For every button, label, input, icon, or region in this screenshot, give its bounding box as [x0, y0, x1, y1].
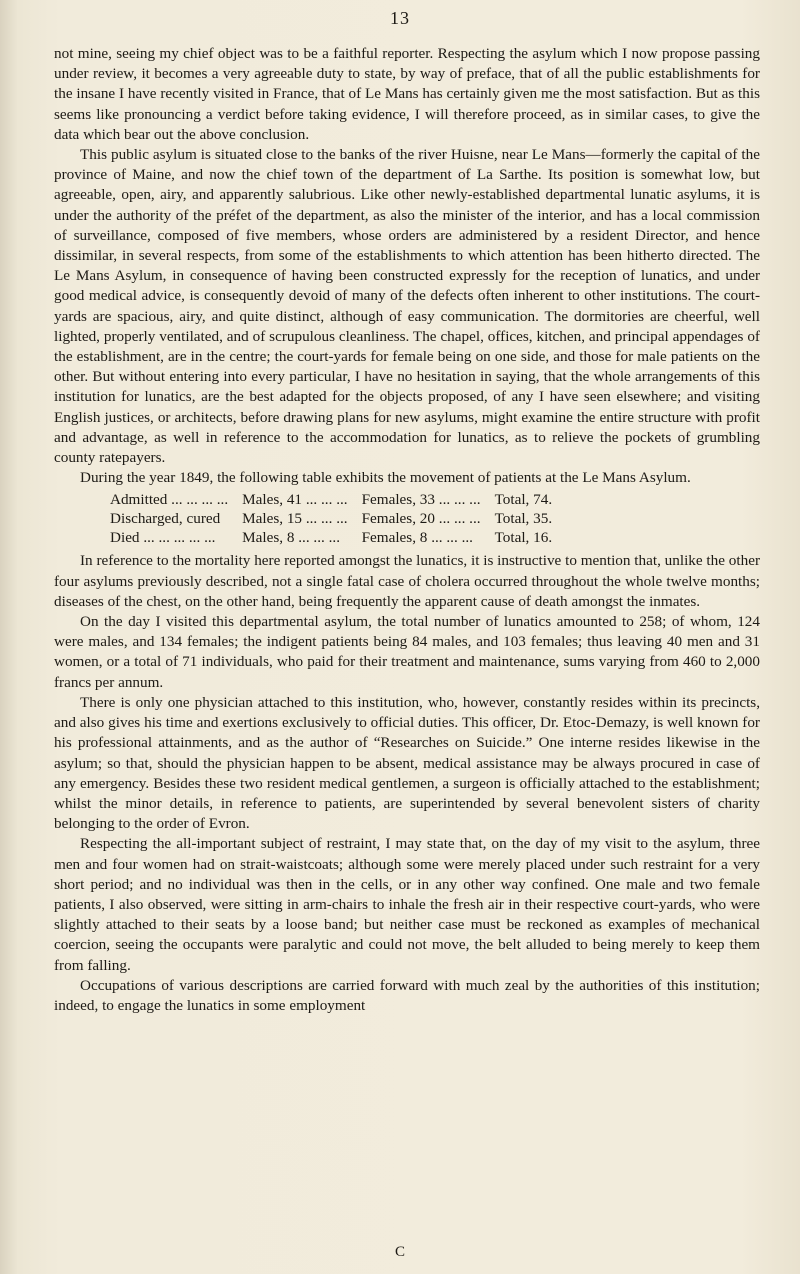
- body-text: [54, 44, 760, 1016]
- females-cell: Females, 33 ... ... ...: [361, 491, 481, 509]
- page-number: 13: [390, 8, 410, 28]
- paragraph: There is only one physician attached to this institution, who, however, constantly resides within its precincts, and also gives his time and exertions exclusively to official duties. This officer, Dr. Etoc-Demazy, is well known for his professional attainments, and as the author of “Researches on Suicide.” One interne resides likewise in the asylum; so that, should the physician happen to be absent, medical assistance may be always procured in case of any emergency. Besides these two resident medical gentlemen, a surgeon is officially attached to the establishment; whilst the minor details, in reference to patients, are superintended by several benevolent sisters of charity belonging to the order of Evron.: [54, 693, 760, 833]
- males-cell: Males, 15 ... ... ...: [242, 510, 348, 528]
- paragraph: In reference to the mortality here reported amongst the lunatics, it is instructive to mention that, unlike the other four asylums previously described, not a single fatal case of cholera occurred throughout the whole twelve months; diseases of the chest, on the other hand, being frequently the apparent cause of death amongst the inmates.: [54, 552, 760, 610]
- table-row: [110, 528, 566, 547]
- total-cell: Total, 74.: [494, 491, 553, 509]
- females-cell: Females, 20 ... ... ...: [361, 510, 481, 528]
- total-cell: Total, 35.: [494, 510, 553, 528]
- signature-mark: C: [394, 1244, 405, 1260]
- paragraph: not mine, seeing my chief object was to be a faithful reporter. Respecting the asylum which I now propose passing under review, it becomes a very agreeable duty to state, by way of preface, that of all the public establishments for the insane I have recently visited in France, that of Le Mans has certainly given me the most satisfaction. But as this seems like pronouncing a verdict before taking evidence, I will therefore proceed, as in similar cases, to give the data which bear out the above conclusion.: [54, 45, 760, 143]
- row-label: Discharged, cured: [110, 510, 221, 528]
- paragraph: Respecting the all-important subject of restraint, I may state that, on the day of my visit to the asylum, three men and four women had on strait-waistcoats; although some were merely placed under such restraint for a very short period; and no individual was then in the cells, or in any other way confined. One male and two female patients, I also observed, were sitting in arm-chairs to inhale the fresh air in their respective court-yards, who were slightly attached to their seats by a loose band; but neither case must be reckoned as examples of mechanical coercion, seeing the occupants were paralytic and could not move, the belt alluded to being merely to keep them from falling.: [54, 835, 760, 974]
- males-cell: Males, 41 ... ... ...: [242, 491, 348, 509]
- row-label: Died ... ... ... ... ...: [110, 529, 216, 547]
- row-label: Admitted ... ... ... ...: [110, 491, 229, 509]
- paragraph: This public asylum is situated close to the banks of the river Huisne, near Le Mans—formerly the capital of the province of Maine, and now the chief town of the department of La Sarthe. Its position is somewhat low, but agreeable, open, airy, and apparently salubrious. Like other newly-established departmental lunatic asylums, it is under the authority of the préfet of the department, as also the minister of the interior, and has a local commission of surveillance, composed of five members, whose orders are administered by a resident Director, and hence dissimilar, in several respects, from some of the establishments to which attention has been hitherto directed. The Le Mans Asylum, in consequence of having been constructed expressly for the reception of lunatics, and under good medical advice, is consequently devoid of many of the defects often inherent to other institutions. The court-yards are spacious, airy, and quite distinct, although of easy communication. The dormitories are cheerful, well lighted, properly ventilated, and of scrupulous cleanliness. The chapel, offices, kitchen, and principal appendages of the establishment, are in the centre; the court-yards for female being on one side, and those for male patients on the other. But without entering into every particular, I have no hesitation in saying, that the whole arrangements of this institution for lunatics, are the best adapted for the objects proposed, of any I have seen elsewhere; and visiting English justices, or architects, before drawing plans for new asylums, might examine the entire structure with profit and advantage, as well in reference to the accommodation for lunatics, as to relieve the pockets of grumbling county ratepayers.: [54, 146, 760, 467]
- paragraph: During the year 1849, the following table exhibits the movement of patients at the Le Mans Asylum.: [80, 469, 691, 487]
- females-cell: Females, 8 ... ... ...: [361, 529, 473, 547]
- total-cell: Total, 16.: [494, 529, 553, 547]
- patient-movement-table: [110, 490, 566, 547]
- table-row: [110, 490, 566, 509]
- table-row: [110, 509, 566, 528]
- paragraph: Occupations of various descriptions are carried forward with much zeal by the authorities of this institution; indeed, to engage the lunatics in some employment: [54, 976, 760, 1014]
- males-cell: Males, 8 ... ... ...: [242, 529, 340, 547]
- paragraph: On the day I visited this departmental asylum, the total number of lunatics amounted to 258; of whom, 124 were males, and 134 females; the indigent patients being 84 males, and 103 females; thus leaving 40 men and 31 women, or a total of 71 individuals, who paid for their treatment and maintenance, sums varying from 460 to 2,000 francs per annum.: [54, 613, 760, 691]
